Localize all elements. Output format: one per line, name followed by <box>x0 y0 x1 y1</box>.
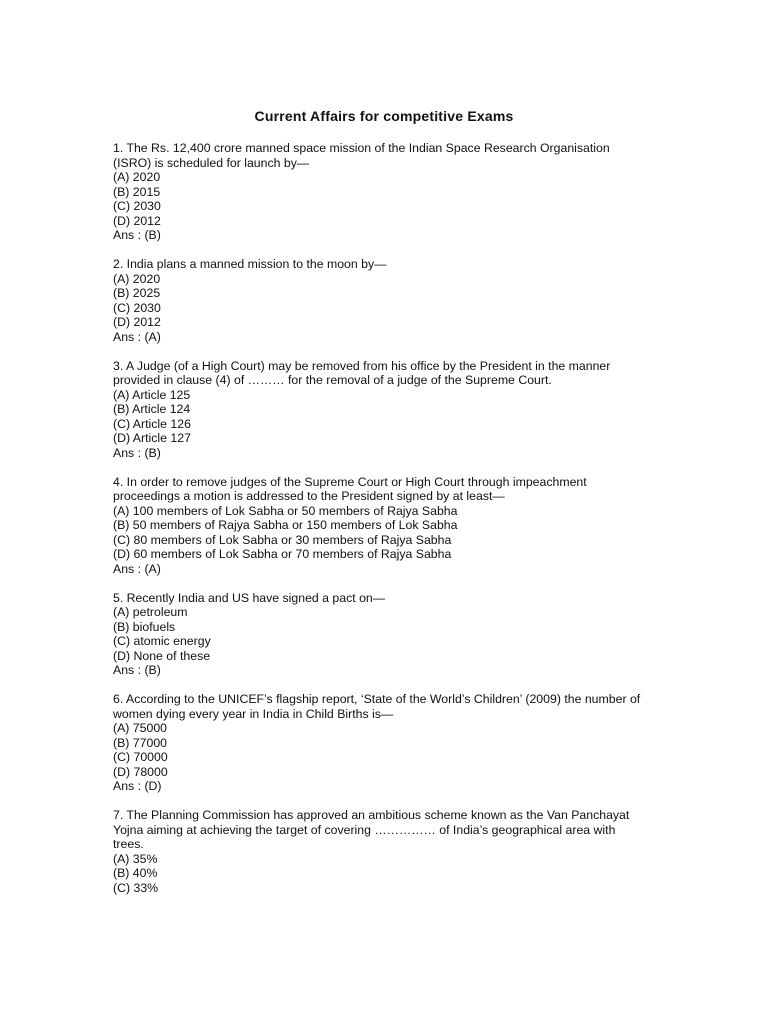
option: (C) 2030 <box>113 199 161 213</box>
question-7 <box>113 808 643 895</box>
question-5 <box>113 591 643 678</box>
question-3 <box>113 359 643 461</box>
question-4 <box>113 475 643 577</box>
option: (A) 2020 <box>113 170 161 184</box>
option: (D) 2012 <box>113 315 161 329</box>
option: (A) Article 125 <box>113 387 191 402</box>
question-text: 5. Recently India and US have signed a pact on— <box>113 590 386 605</box>
option: (A) petroleum <box>113 605 188 619</box>
question-list <box>113 141 643 910</box>
option: (D) None of these <box>113 648 211 663</box>
option: (C) Article 126 <box>113 416 191 431</box>
answer: Ans : (B) <box>113 445 161 460</box>
answer: Ans : (B) <box>113 228 161 242</box>
option: (A) 100 members of Lok Sabha or 50 members of Rajya Sabha <box>113 503 458 518</box>
option: (C) 2030 <box>113 300 161 315</box>
question-text: 1. The Rs. 12,400 crore manned space mission of the Indian Space Research Organisation (ISRO) is scheduled for launch by— <box>113 141 610 170</box>
option: (C) 70000 <box>113 750 168 764</box>
option: (A) 35% <box>113 851 158 866</box>
option: (B) biofuels <box>113 619 176 634</box>
option: (C) 33% <box>113 880 159 895</box>
option: (A) 2020 <box>113 271 161 286</box>
option: (B) 40% <box>113 866 158 880</box>
question-text: 3. A Judge (of a High Court) may be removed from his office by the President in the manner provided in clause (4) of ……… for the removal of a judge of the Supreme Court. <box>113 358 611 387</box>
question-6 <box>113 692 643 794</box>
answer: Ans : (D) <box>113 779 162 793</box>
answer: Ans : (A) <box>113 561 161 576</box>
answer: Ans : (B) <box>113 663 161 677</box>
option: (A) 75000 <box>113 721 168 735</box>
question-text: 7. The Planning Commission has approved an ambitious scheme known as the Van Panchayat Yojna aiming at achieving the target of covering …………… of India’s geographical area with trees. <box>113 808 630 851</box>
option: (B) Article 124 <box>113 402 191 416</box>
option: (B) 2015 <box>113 184 161 199</box>
option: (B) 50 members of Rajya Sabha or 150 members of Lok Sabha <box>113 518 458 532</box>
option: (D) Article 127 <box>113 431 191 445</box>
option: (B) 2025 <box>113 286 161 300</box>
option: (B) 77000 <box>113 735 168 750</box>
option: (C) 80 members of Lok Sabha or 30 members of Rajya Sabha <box>113 532 452 547</box>
document-title: Current Affairs for competitive Exams <box>254 108 514 124</box>
question-text: 6. According to the UNICEF’s flagship report, ‘State of the World’s Children’ (2009) the number of women dying every year in India in Child Births is— <box>113 692 641 721</box>
question-1 <box>113 141 643 243</box>
option: (D) 60 members of Lok Sabha or 70 members of Rajya Sabha <box>113 547 452 561</box>
answer: Ans : (A) <box>113 329 161 344</box>
option: (D) 2012 <box>113 213 161 228</box>
question-2 <box>113 257 643 344</box>
question-text: 4. In order to remove judges of the Supreme Court or High Court through impeachment proceedings a motion is addressed to the President signed by at least— <box>113 474 587 503</box>
option: (D) 78000 <box>113 764 168 779</box>
option: (C) atomic energy <box>113 634 211 648</box>
question-text: 2. India plans a manned mission to the moon by— <box>113 257 387 271</box>
